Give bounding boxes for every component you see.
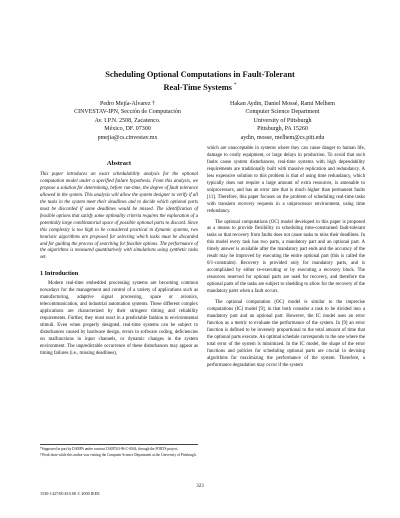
title-line-1: Scheduling Optional Computations in Fault-Tolerant <box>105 70 295 79</box>
author-city: México, DF. 07300 <box>104 126 151 133</box>
author-names: Hakan Aydin, Daniel Mossé, Rami Melhem <box>230 101 335 107</box>
author-department: Computer Science Department <box>245 109 320 116</box>
title-line-2 <box>40 80 360 93</box>
author-address: Av. I.P.N. 2508, Zacatenco. <box>94 117 161 124</box>
author-city: Pittsburgh, PA 15260 <box>257 126 308 133</box>
title-line-2-text: Real-Time Systems <box>163 82 232 92</box>
title-footnote-mark: * <box>234 83 237 88</box>
author-email: pmejia@cs.cinvestav.mx <box>97 134 158 141</box>
author-affiliation-right <box>195 100 370 142</box>
author-affiliation-left <box>40 100 215 142</box>
author-emails: aydin, mosse, melhem@cs.pitt.edu <box>240 134 325 141</box>
footnote-1: *Supported in part by DARPA under contract DABT63-96-C-0044, through the FORTS project. <box>40 447 179 451</box>
page-number: 323 <box>196 484 204 489</box>
abstract-text: This paper introduces an exact schedulability analysis for the optional computation model under a specified failure hypothesis. From this analysis, we propose a solution for determining, before run-time, the degree of fault tolerance allowed in the system. This analysis will allow the system designer to verify if all the tasks in the system meet their deadlines and to decide which optional parts must be discarded if some deadlines would be missed. The identification of feasible options that satisfy some optimality criteria requires the exploration of a potentially large combinatorial space of possible optional parts to discard. Since this complexity is too high to be considered practical in dynamic systems, two heuristic algorithms are proposed for selecting which tasks must be discarded and for guiding the process of searching for feasible options. The performance of the algorithms is measured quantitatively with simulations using synthetic tasks set. <box>40 172 198 261</box>
footnote-2: †Work done while this author was visiting the Computer Science Department at the University of Pittsburgh. <box>40 452 197 457</box>
author-university: University of Pittsburgh <box>253 117 312 124</box>
author-institution: CINVESTAV-IPN, Sección de Computación <box>74 109 181 116</box>
body-paragraph-3: The optional computation (OC) model is similar to the imprecise computations (IC) model [9], in that both consider a task to be divided into a mandatory part and an optional part. However, the IC model uses an error function as a metric to evaluate the performance of the system. In [9] an error function is defined to be inversely proportional to the total amount of time that the optional parts execute. An optimal schedule corresponds to the one where the total error of the system is minimized. In the IC model, the shape of the error functions and policies for scheduling optional parts are crucial in devising algorithms for maximizing the performance of the system. Therefore, a performance degradation may occur if the system <box>207 300 365 368</box>
body-paragraph-2: The optional computations (OC) model developed in this paper is proposed as a means to provide flexibility in scheduling time-constrained fault-tolerant tasks so that recovery from faults does not cause tasks to miss their deadlines. In this model every task has two parts, a mandatory part and an optional part. A timely answer is available after the mandatory part ends and the accuracy of the result may be improved by executing the entire optional part (this is called the 0/1-constraint). Recovery is provided only for mandatory parts, and is accomplished by either re-executing or by executing a recovery block. The resources reserved for optional parts are used for recovery, and therefore the optional parts of the tasks are subject to shedding to allow for the recovery of the mandatory parts when a fault occurs. <box>207 219 365 295</box>
abstract-heading: Abstract <box>106 160 132 167</box>
copyright-notice: 1530-1427/00 $10.00 © 2000 IEEE <box>40 491 100 496</box>
right-column <box>207 146 365 370</box>
introduction-paragraph: Modern real-time embedded processing systems are becoming common nowadays for the management and control of a variety of applications such as manufacturing, adaptive signal processing, space or avionics, telecommunication, and industrial automation systems. These different complex applications are characterized by their stringent timing and reliability requirements. Further, they must react in a predictable fashion to environmental stimuli. Even when properly designed, real-time systems can be subject to disturbances caused by hardware design, errors in software coding, deficiencies on malfunctions in input channels, or dynamic changes in the system environment. The unpredictable occurrence of these disturbances may appear as timing failures (i.e., missing deadlines), <box>40 281 198 356</box>
footnotes <box>40 444 198 458</box>
section-heading-introduction: 1 Introduction <box>40 270 79 278</box>
paper-title <box>40 69 360 93</box>
author-name: Pedro Mejía-Alvarez † <box>100 101 155 107</box>
body-paragraph-1: which are unacceptable in systems where they can cause danger to human life, damage to costly equipment, or large delays in production. To avoid that such faults cause system disturbances, real-time systems with high dependability requirements are traditionally built with massive replication and redundancy. A less expensive solution to this problem is that of using time redundancy, which typically does not require a large amount of extra resources, is amenable to uniprocessors, and has an error rate that is much higher than permanent faults [11]. Therefore, this paper focuses on the problem of scheduling real-time tasks with transient recovery requests in a uniprocessor environment, using time redundancy. <box>207 146 365 214</box>
left-column <box>40 160 198 358</box>
